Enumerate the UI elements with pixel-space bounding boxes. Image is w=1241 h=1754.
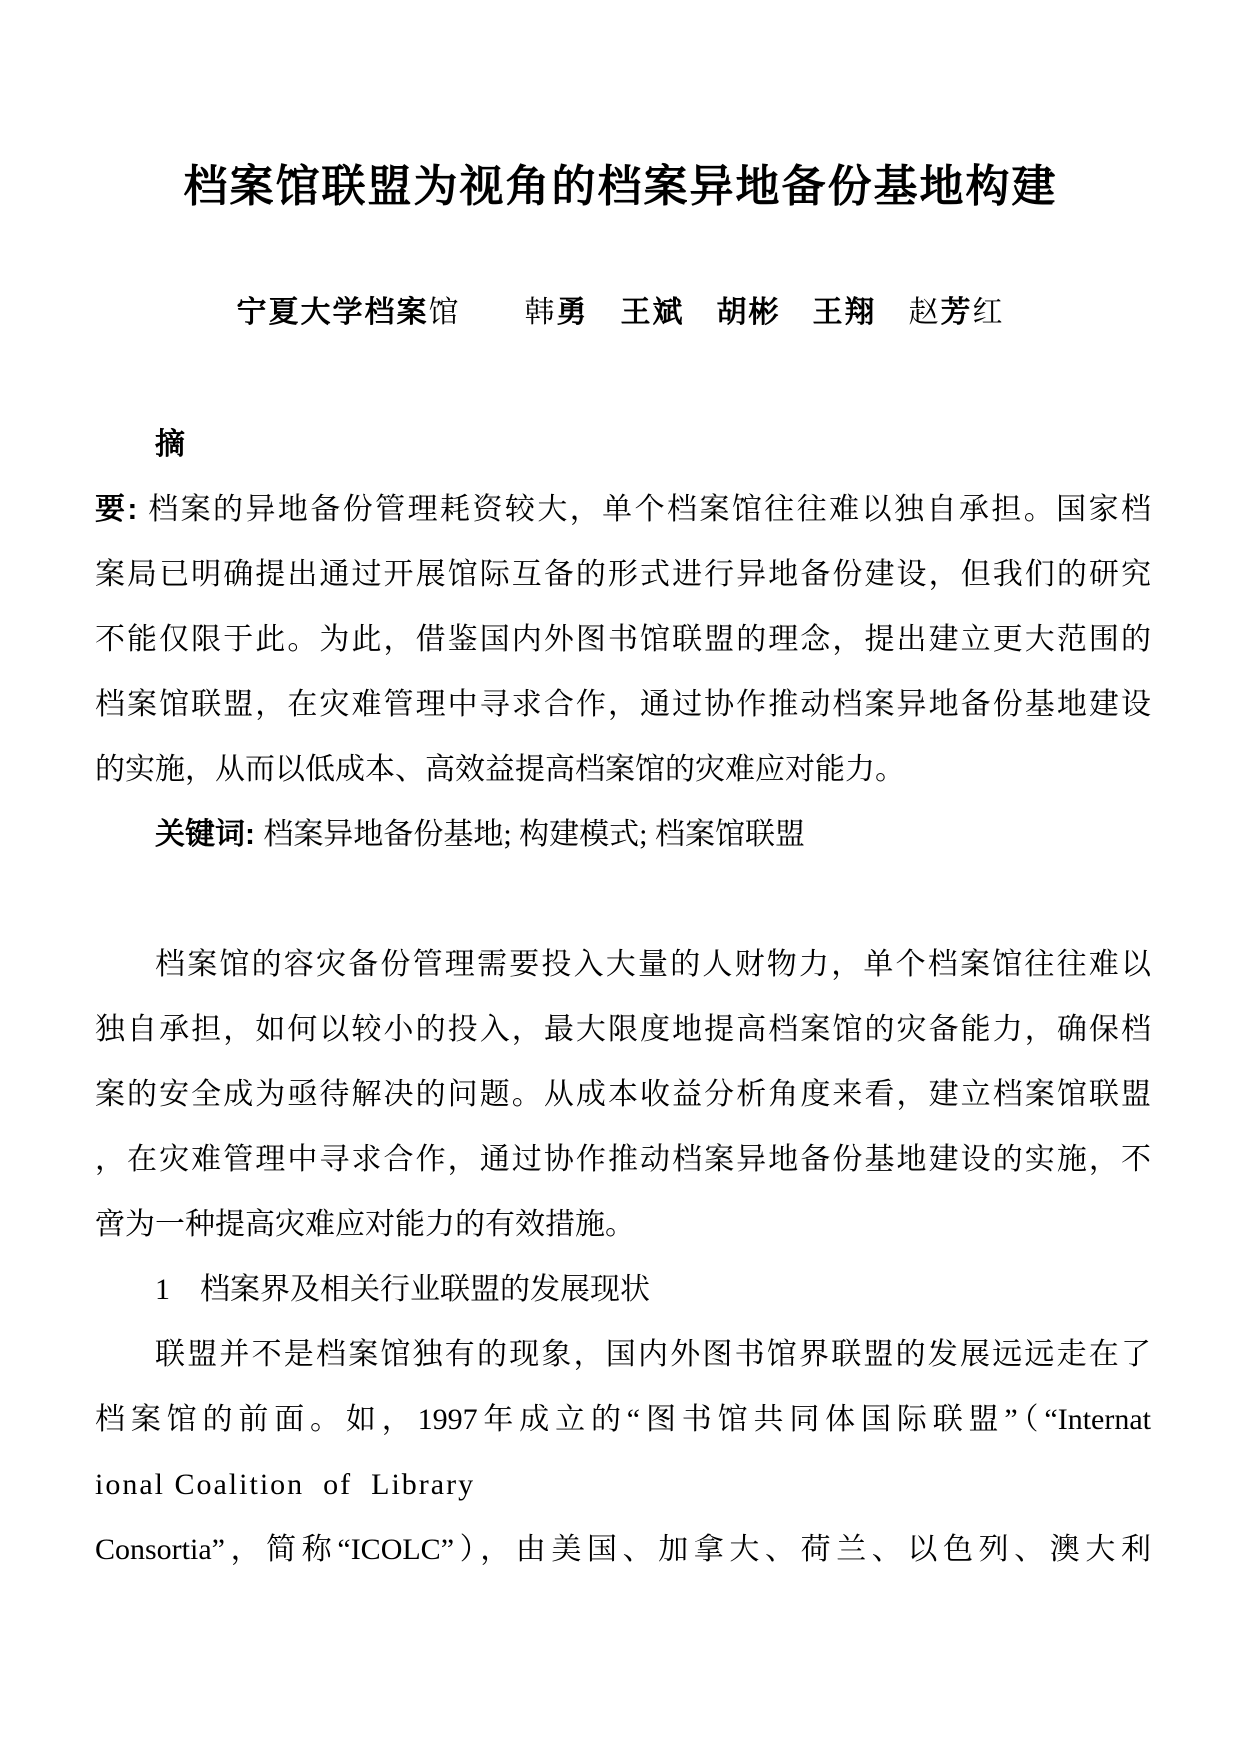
text-segment: 的实施，从而以低成本、高效益提高档案馆的灾难应对能力。 bbox=[95, 753, 905, 786]
paper-title: 档案馆联盟为视角的档案异地备份基地构建 bbox=[183, 162, 1058, 211]
body-line bbox=[95, 932, 1151, 997]
spacer bbox=[95, 867, 1151, 932]
abstract-line bbox=[95, 542, 1151, 607]
text-segment: Consortia”，简称“ICOLC”），由美国、加拿大、荷兰、以色列、澳大利 bbox=[95, 1533, 1151, 1566]
author-segment: 胡彬 bbox=[716, 296, 781, 329]
author-segment: 王翔 bbox=[812, 296, 877, 329]
text-segment: 档案的异地备份管理耗资较大，单个档案馆往往难以独自承担。国家档 bbox=[148, 493, 1152, 526]
author-segment: 王斌 bbox=[620, 296, 685, 329]
author-segment bbox=[461, 296, 525, 329]
text-segment: 联盟并不是档案馆独有的现象，国内外图书馆界联盟的发展远远走在了 bbox=[155, 1338, 1151, 1371]
text-segment: 啻为一种提高灾难应对能力的有效措施。 bbox=[95, 1208, 635, 1241]
english-line bbox=[95, 1452, 1151, 1517]
authors-line bbox=[0, 298, 1241, 328]
body-line bbox=[95, 1322, 1151, 1387]
label-segment: 摘 bbox=[155, 428, 185, 461]
body-line bbox=[95, 1517, 1151, 1582]
label-segment: 关键词: bbox=[155, 818, 264, 851]
text-segment: 案的安全成为亟待解决的问题。从成本收益分析角度来看，建立档案馆联盟 bbox=[95, 1078, 1151, 1111]
text-segment: 档案馆的前面。如，1997年成立的“图书馆共同体国际联盟”（“Internat bbox=[95, 1403, 1151, 1436]
document-body bbox=[95, 412, 1151, 1582]
text-segment: 独自承担，如何以较小的投入，最大限度地提高档案馆的灾备能力，确保档 bbox=[95, 1013, 1151, 1046]
author-segment: 红 bbox=[972, 296, 1005, 329]
body-line bbox=[95, 1127, 1151, 1192]
body-line bbox=[95, 1192, 1151, 1257]
author-segment bbox=[781, 296, 813, 329]
author-segment bbox=[877, 296, 909, 329]
label-segment: 要: bbox=[95, 493, 149, 526]
abstract-line bbox=[95, 737, 1151, 802]
abstract-line bbox=[95, 477, 1151, 542]
author-segment: 馆 bbox=[428, 296, 461, 329]
author-segment bbox=[589, 296, 621, 329]
body-line bbox=[95, 1062, 1151, 1127]
author-segment: 赵 bbox=[908, 296, 941, 329]
text-segment: 不能仅限于此。为此，借鉴国内外图书馆联盟的理念，提出建立更大范围的 bbox=[95, 623, 1151, 656]
abstract-line bbox=[95, 607, 1151, 672]
text-segment: 档案馆的容灾备份管理需要投入大量的人财物力，单个档案馆往往难以 bbox=[155, 948, 1151, 981]
author-segment: 勇 bbox=[556, 296, 589, 329]
author-segment: 宁夏大学档案 bbox=[236, 296, 429, 329]
text-segment: 档案异地备份基地; 构建模式; 档案馆联盟 bbox=[263, 818, 805, 851]
text-segment: ional Coalition of Library bbox=[95, 1468, 476, 1501]
text-segment: ，在灾难管理中寻求合作，通过协作推动档案异地备份基地建设的实施，不 bbox=[95, 1143, 1151, 1176]
abstract-label-line bbox=[95, 412, 1151, 477]
author-segment bbox=[685, 296, 717, 329]
text-segment: 1 档案界及相关行业联盟的发展现状 bbox=[155, 1273, 650, 1306]
text-segment: 档案馆联盟，在灾难管理中寻求合作，通过协作推动档案异地备份基地建设 bbox=[95, 688, 1151, 721]
body-line bbox=[95, 1387, 1151, 1452]
body-line bbox=[95, 997, 1151, 1062]
author-segment: 韩 bbox=[524, 296, 557, 329]
abstract-line bbox=[95, 672, 1151, 737]
author-segment: 芳 bbox=[940, 296, 973, 329]
section-heading bbox=[95, 1257, 1151, 1322]
keywords-line bbox=[95, 802, 1151, 867]
text-segment: 案局已明确提出通过开展馆际互备的形式进行异地备份建设，但我们的研究 bbox=[95, 558, 1151, 591]
